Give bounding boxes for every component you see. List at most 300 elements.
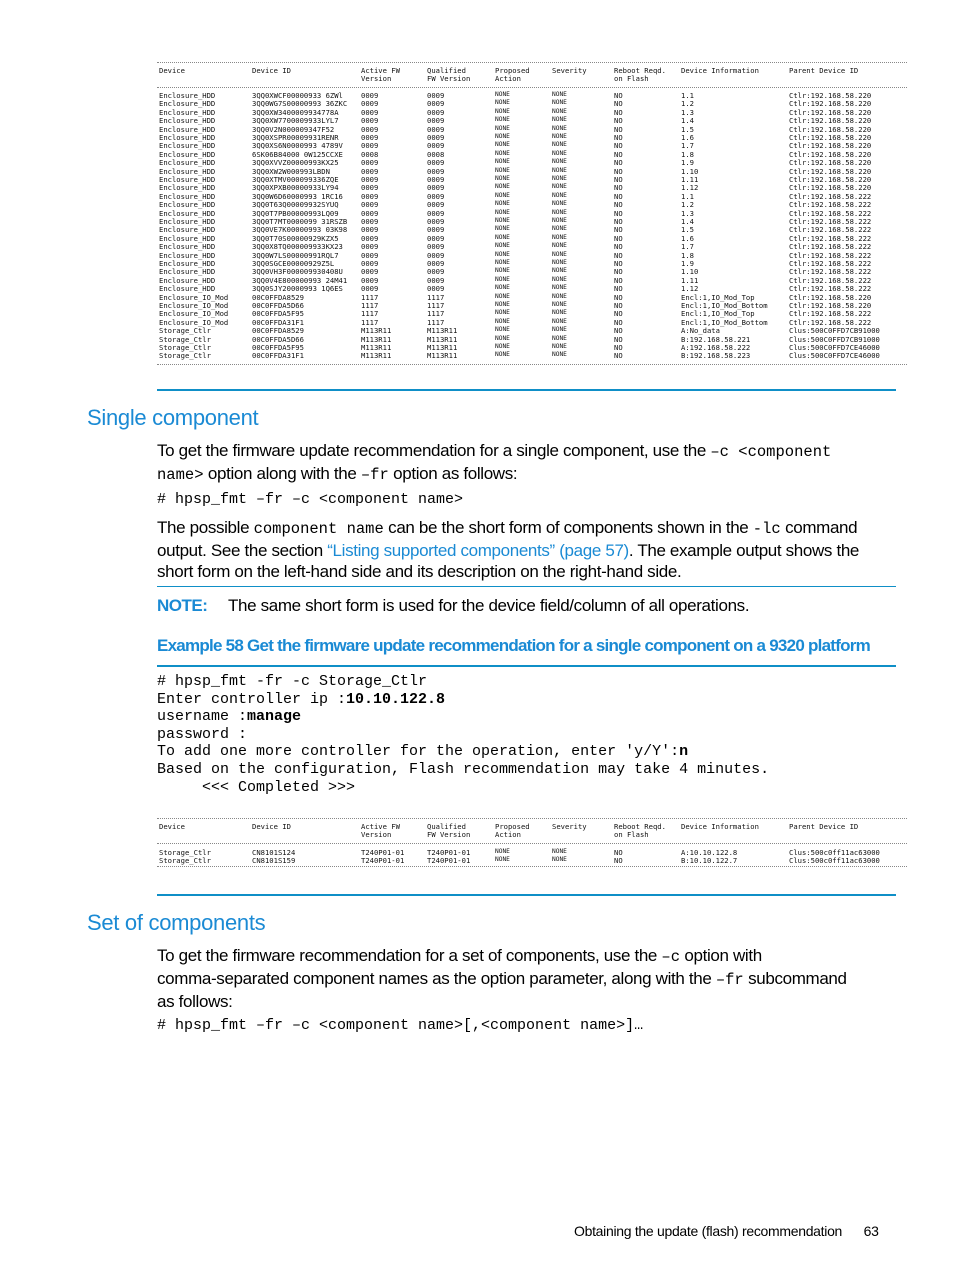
table1-cell: Ctlr:192.168.58.222 xyxy=(789,250,872,260)
table1-row xyxy=(159,276,907,284)
table1-cell: Enclosure_HDD xyxy=(159,124,216,134)
table1-cell: 1.3 xyxy=(681,208,694,218)
table1-cell: NONE xyxy=(495,99,510,107)
table2-bottom-divider xyxy=(157,866,907,867)
table1-cell: Ctlr:192.168.58.220 xyxy=(789,301,872,310)
table1-cell: 0009 xyxy=(361,99,379,109)
table1-cell: Clus:500C0FFD7CE46000 xyxy=(789,351,880,361)
table1-cell: NONE xyxy=(552,158,567,166)
table1-cell: Ctlr:192.168.58.222 xyxy=(789,275,872,285)
table1-cell: 3QQ0VE7K00000993 03K98 xyxy=(252,225,348,235)
table1-cell: NONE xyxy=(495,351,510,359)
table1-cell: NO xyxy=(614,217,623,226)
table2-cell: A:10.10.122.8 xyxy=(681,848,738,857)
table1-cell: Storage_Ctlr xyxy=(159,351,211,361)
table1-cell: Ctlr:192.168.58.220 xyxy=(789,149,872,159)
table1-cell: NONE xyxy=(495,309,510,317)
table1-cell: NO xyxy=(614,124,623,134)
table1-cell: 3QQ0XS6N0000993 4789V xyxy=(252,141,343,151)
table1-cell: 1117 xyxy=(427,301,445,310)
table1-cell: Enclosure_HDD xyxy=(159,275,216,285)
table1-cell: NONE xyxy=(495,175,510,182)
note-label: NOTE: xyxy=(157,596,208,615)
table1-cell: 0009 xyxy=(361,225,379,235)
section2-command: # hpsp_fmt –fr –c <component name>[,<component name>]… xyxy=(157,1017,644,1034)
table1-cell: 6SK06B84000 0W125CCXE xyxy=(252,149,343,159)
table1-row xyxy=(159,343,907,351)
table1-row xyxy=(159,217,907,225)
table1-cell: 3QQ0V2N000009347F52 xyxy=(252,124,335,134)
table1-cell: NONE xyxy=(495,116,510,124)
table1-cell: 0009 xyxy=(427,99,445,109)
table1-cell: Ctlr:192.168.58.220 xyxy=(789,133,872,142)
table2-cell: T240P01-01 xyxy=(361,848,405,857)
table1-cell: NONE xyxy=(552,149,567,157)
example-line: username :manage xyxy=(157,708,302,726)
table1-cell: Enclosure_IO_Mod xyxy=(159,317,229,327)
table1-cell: Enclosure_HDD xyxy=(159,91,216,100)
table1-cell: Ctlr:192.168.58.222 xyxy=(789,267,872,277)
table1-cell: B:192.168.58.223 xyxy=(681,351,751,361)
table1-cell: NONE xyxy=(552,343,567,350)
table1-cell: 1.4 xyxy=(681,217,694,226)
table1-cell: Ctlr:192.168.58.222 xyxy=(789,217,872,226)
table2-cell: Storage_Ctlr xyxy=(159,848,211,857)
table1-cell: 3QQ0SGCE00000929Z5L xyxy=(252,259,335,268)
table1-cell: Clus:500C0FFD7CE46000 xyxy=(789,343,880,352)
table1-cell: NONE xyxy=(552,91,567,98)
table1-cell: NONE xyxy=(495,301,510,308)
table1-cell: Ctlr:192.168.58.220 xyxy=(789,158,872,168)
table2-header-col-6: Reboot Reqd. on Flash xyxy=(614,822,666,839)
section2-paragraph: To get the firmware recommendation for a set of components, use the –c option with comma-separated component names as the option parameter, along with the –fr subcommand as follows: xyxy=(157,946,847,1011)
table1-row xyxy=(159,267,907,275)
table1-cell: 00C0FFDA5F95 xyxy=(252,343,304,352)
table1-cell: NONE xyxy=(552,175,567,182)
note-top-rule xyxy=(157,586,896,587)
table1-cell: M113R11 xyxy=(427,351,458,361)
table1-cell: Clus:500C0FFD7CB91000 xyxy=(789,334,880,344)
table1-cell: 3QQ0T63Q00009932SYUQ xyxy=(252,200,339,210)
table1-cell: NONE xyxy=(552,183,567,191)
table1-cell: 0008 xyxy=(427,149,445,159)
table1-cell: 3QQ0W6D60000993 1RC16 xyxy=(252,191,343,201)
table1-cell: 0009 xyxy=(361,233,379,243)
table1-cell: NO xyxy=(614,259,623,268)
table1-cell: NONE xyxy=(552,124,567,132)
table1-cell: 3QQ0WG7S00000993 36ZKC xyxy=(252,99,348,109)
table1-cell: 0009 xyxy=(427,183,445,193)
table1-cell: NONE xyxy=(552,259,567,266)
table1-cell: 0009 xyxy=(361,275,379,285)
table1-cell: 0009 xyxy=(361,284,379,294)
table1-cell: NONE xyxy=(495,166,510,174)
table1-cell: NO xyxy=(614,99,623,109)
table1-cell: 1.12 xyxy=(681,284,699,294)
note xyxy=(157,595,902,616)
table1-row xyxy=(159,351,907,359)
table1-row xyxy=(159,192,907,200)
table1-row xyxy=(159,225,907,233)
table1-cell: 0009 xyxy=(427,141,445,151)
table1-cell: NONE xyxy=(495,326,510,334)
table1-cell: NONE xyxy=(495,259,510,266)
example-line: To add one more controller for the operation, enter 'y/Y':n xyxy=(157,743,689,761)
table1-cell: Enclosure_HDD xyxy=(159,99,216,109)
table1-cell: NONE xyxy=(495,158,510,166)
table1-cell: Ctlr:192.168.58.220 xyxy=(789,141,872,151)
table1-cell: NONE xyxy=(552,107,567,115)
table1-cell: 0009 xyxy=(361,183,379,193)
table1-cell: Ctlr:192.168.58.220 xyxy=(789,124,872,134)
table1-cell: A:192.168.58.222 xyxy=(681,343,751,352)
table1-cell: Ctlr:192.168.58.220 xyxy=(789,292,872,302)
table1-cell: 0009 xyxy=(427,267,445,277)
table1-cell: NONE xyxy=(552,242,567,250)
table1 xyxy=(159,66,907,366)
table1-cell: Ctlr:192.168.58.222 xyxy=(789,309,872,319)
table1-cell: NONE xyxy=(495,91,510,98)
table1-cell: NONE xyxy=(495,267,510,275)
table1-cell: 0009 xyxy=(427,284,445,294)
table1-cell: NONE xyxy=(495,284,510,292)
table1-cell: NONE xyxy=(552,326,567,334)
table2-cell: CN8101S159 xyxy=(252,856,296,866)
table1-cell: Ctlr:192.168.58.220 xyxy=(789,91,872,100)
section-title-set-of-components: Set of components xyxy=(87,910,266,935)
table1-cell: Ctlr:192.168.58.222 xyxy=(789,208,872,218)
table1-cell: 0009 xyxy=(427,175,445,184)
table1-cell: 1117 xyxy=(361,301,379,310)
table2-cell: Clus:500c0ff11ac63000 xyxy=(789,856,880,866)
table1-cell: NO xyxy=(614,233,623,243)
table1-cell: NO xyxy=(614,166,623,176)
table1-cell: Ctlr:192.168.58.222 xyxy=(789,191,872,201)
table2-cell: CN8101S124 xyxy=(252,848,296,857)
table1-cell: M113R11 xyxy=(427,343,458,352)
section1-paragraph1: To get the firmware update recommendation for a single component, use the –c <component name> option along with the –fr option as follows: xyxy=(157,441,832,484)
table1-cell: 1.5 xyxy=(681,225,694,235)
table1-row xyxy=(159,183,907,191)
table1-cell: Enclosure_HDD xyxy=(159,191,216,201)
table1-cell: NONE xyxy=(495,334,510,342)
table1-cell: A:No_data xyxy=(681,326,720,336)
table1-cell: 1.6 xyxy=(681,133,694,142)
table1-row xyxy=(159,125,907,133)
table2-row xyxy=(159,848,907,856)
table1-cell: Ctlr:192.168.58.220 xyxy=(789,175,872,184)
table1-cell: Enclosure_IO_Mod xyxy=(159,309,229,319)
table1-cell: 3QQ0XWCF00000933 6ZWl xyxy=(252,91,343,100)
table1-cell: NONE xyxy=(552,267,567,275)
table1-cell: NO xyxy=(614,191,623,201)
table1-cell: NONE xyxy=(552,309,567,317)
table1-cell: 0009 xyxy=(427,225,445,235)
footer-title: Obtaining the update (flash) recommendation xyxy=(574,1223,843,1239)
table1-cell: Encl:1,IO_Mod_Bottom xyxy=(681,301,768,310)
table1-cell: Enclosure_HDD xyxy=(159,200,216,210)
table1-row xyxy=(159,150,907,158)
table1-cell: 1.11 xyxy=(681,275,699,285)
table1-cell: NONE xyxy=(552,191,567,199)
table2-header-col-3: Qualified FW Version xyxy=(427,822,471,839)
table2-header-col-0: Device xyxy=(159,822,185,831)
table1-row xyxy=(159,251,907,259)
table1-header-col-0: Device xyxy=(159,66,185,75)
table1-cell: Enclosure_IO_Mod xyxy=(159,301,229,310)
table1-cell: M113R11 xyxy=(361,326,392,336)
table1-row xyxy=(159,175,907,183)
table1-cell: NONE xyxy=(552,116,567,124)
table1-cell: 0009 xyxy=(427,191,445,201)
table1-cell: 0009 xyxy=(361,217,379,226)
table1-cell: 0009 xyxy=(361,133,379,142)
table1-cell: Enclosure_HDD xyxy=(159,133,216,142)
table1-cell: NONE xyxy=(552,225,567,233)
table1-cell: NONE xyxy=(552,351,567,359)
table2-cell: T240P01-01 xyxy=(427,856,471,866)
table1-cell: NO xyxy=(614,284,623,294)
table1-cell: NO xyxy=(614,141,623,151)
table1-cell: NONE xyxy=(552,334,567,342)
table1-cell: 1117 xyxy=(427,292,445,302)
table1-cell: 0009 xyxy=(361,259,379,268)
table1-cell: NONE xyxy=(552,250,567,258)
table1-cell: 0009 xyxy=(427,242,445,252)
table1-cell: 0009 xyxy=(361,242,379,252)
table1-cell: 1.7 xyxy=(681,141,694,151)
table1-row xyxy=(159,133,907,141)
table1-cell: NO xyxy=(614,208,623,218)
table1-cell: NO xyxy=(614,242,623,252)
table2-header-divider xyxy=(157,843,907,844)
footer xyxy=(574,1223,879,1239)
example-line: Based on the configuration, Flash recommendation may take 4 minutes. xyxy=(157,760,770,778)
table1-row xyxy=(159,158,907,166)
example-rule xyxy=(157,665,896,667)
table1-cell: Enclosure_HDD xyxy=(159,208,216,218)
table2-top-divider xyxy=(157,818,907,819)
example-line: <<< Completed >>> xyxy=(157,778,356,796)
table1-cell: 0009 xyxy=(427,200,445,210)
example-code-block xyxy=(157,673,769,796)
table1-cell: Enclosure_HDD xyxy=(159,267,216,277)
table1-cell: Enclosure_HDD xyxy=(159,116,216,126)
table1-cell: M113R11 xyxy=(361,334,392,344)
table1-cell: NO xyxy=(614,149,623,159)
table1-cell: 3QQ0VH3F000009930408U xyxy=(252,267,343,277)
page-number: 63 xyxy=(863,1223,879,1239)
table1-header-col-8: Parent Device ID xyxy=(789,66,859,75)
table1-cell: NO xyxy=(614,334,623,344)
table1-cell: NONE xyxy=(495,233,510,241)
table1-cell: 1.10 xyxy=(681,166,699,176)
table1-cell: 1.8 xyxy=(681,149,694,159)
table1-cell: NO xyxy=(614,301,623,310)
table2-cell: Clus:500c0ff11ac63000 xyxy=(789,848,880,857)
table1-cell: 3QQ0SJY20000993 1Q6ES xyxy=(252,284,343,294)
table1-cell: Encl:1,IO_Mod_Bottom xyxy=(681,317,768,327)
table1-cell: 1.9 xyxy=(681,158,694,168)
table1-cell: NO xyxy=(614,317,623,327)
table1-cell: NO xyxy=(614,292,623,302)
table1-cell: Ctlr:192.168.58.220 xyxy=(789,166,872,176)
table1-cell: Ctlr:192.168.58.220 xyxy=(789,107,872,117)
table1-cell: NONE xyxy=(552,275,567,283)
section-rule-1 xyxy=(157,389,896,391)
table1-cell: 3QQ0XPXB00000933LY94 xyxy=(252,183,339,193)
table1-cell: 1.4 xyxy=(681,116,694,126)
example-line: Enter controller ip :10.10.122.8 xyxy=(157,690,446,708)
table1-row xyxy=(159,293,907,301)
table1-cell: 1.8 xyxy=(681,250,694,260)
table1-cell: 1.10 xyxy=(681,267,699,277)
table2-cell: NO xyxy=(614,856,623,866)
table1-cell: NO xyxy=(614,250,623,260)
table1-cell: 0009 xyxy=(361,107,379,117)
table1-row xyxy=(159,141,907,149)
table1-cell: 0009 xyxy=(361,267,379,277)
table1-cell: NONE xyxy=(552,233,567,241)
table1-cell: 0009 xyxy=(427,107,445,117)
table1-cell: 0009 xyxy=(427,233,445,243)
table1-cell: M113R11 xyxy=(361,343,392,352)
table1-cell: NONE xyxy=(495,343,510,350)
table1-cell: Encl:1,IO_Mod_Top xyxy=(681,309,755,319)
table2-cell: B:10.10.122.7 xyxy=(681,856,738,866)
table1-cell: M113R11 xyxy=(361,351,392,361)
table1-cell: 0009 xyxy=(427,158,445,168)
table1-cell: NO xyxy=(614,275,623,285)
table1-cell: NO xyxy=(614,183,623,193)
table2-header-col-2: Active FW Version xyxy=(361,822,400,839)
table1-cell: Enclosure_HDD xyxy=(159,225,216,235)
listing-supported-components-link[interactable]: “Listing supported components” (page 57) xyxy=(327,541,629,560)
table1-cell: Enclosure_HDD xyxy=(159,175,216,184)
table1-cell: Enclosure_HDD xyxy=(159,149,216,159)
table2-cell: NONE xyxy=(495,848,510,855)
table1-cell: 1117 xyxy=(427,317,445,327)
table1-cell: NONE xyxy=(495,141,510,149)
table1-cell: NONE xyxy=(552,200,567,208)
table2-cell: T240P01-01 xyxy=(427,848,471,857)
table1-row xyxy=(159,116,907,124)
table1-cell: NONE xyxy=(495,107,510,115)
table1-cell: NO xyxy=(614,116,623,126)
section1-paragraph2: The possible component name can be the short form of components shown in the -lc command output. See the section “Listing supported components” (page 57). The example output shows the short form on the left-hand side and its description on the right-hand side. xyxy=(157,518,860,581)
table1-cell: Ctlr:192.168.58.222 xyxy=(789,242,872,252)
table1-row xyxy=(159,326,907,334)
section-title-single-component: Single component xyxy=(87,405,259,430)
note-text: The same short form is used for the device field/column of all operations. xyxy=(228,596,750,615)
table1-cell: NO xyxy=(614,267,623,277)
table1-cell: NO xyxy=(614,225,623,235)
table1-cell: 3QQ0X8TQ000009933KX23 xyxy=(252,242,343,252)
table1-cell: 0009 xyxy=(427,217,445,226)
example-line: password : xyxy=(157,725,248,743)
table1-cell: Ctlr:192.168.58.222 xyxy=(789,225,872,235)
table1-cell: 3QQ0XTMV000099336ZQE xyxy=(252,175,339,184)
table1-cell: M113R11 xyxy=(427,326,458,336)
table1-header-col-5: Severity xyxy=(552,66,587,75)
table1-cell: 0009 xyxy=(361,250,379,260)
table1-cell: 0009 xyxy=(427,208,445,218)
table1-cell: 0009 xyxy=(361,124,379,134)
table1-cell: Ctlr:192.168.58.220 xyxy=(789,183,872,193)
table1-cell: NO xyxy=(614,107,623,117)
table1-cell: 0009 xyxy=(361,91,379,100)
table1-header-col-2: Active FW Version xyxy=(361,66,400,83)
section1-command: # hpsp_fmt –fr –c <component name> xyxy=(157,491,464,508)
table1-cell: NONE xyxy=(495,124,510,132)
table1-cell: Enclosure_HDD xyxy=(159,141,216,151)
table1-cell: NO xyxy=(614,175,623,184)
table1-cell: Enclosure_HDD xyxy=(159,284,216,294)
table1-row xyxy=(159,335,907,343)
table1-row xyxy=(159,209,907,217)
table2-row xyxy=(159,856,907,864)
table1-cell: B:192.168.58.221 xyxy=(681,334,751,344)
table1-cell: NONE xyxy=(495,200,510,208)
table1-cell: 1.2 xyxy=(681,200,694,210)
table1-cell: 0009 xyxy=(361,191,379,201)
table1-cell: 0009 xyxy=(427,91,445,100)
table1-header-col-4: Proposed Action xyxy=(495,66,530,83)
table1-cell: 3QQ0XSPR00009931RENR xyxy=(252,133,339,142)
table1-cell: Clus:500C0FFD7CB91000 xyxy=(789,326,880,336)
table1-cell: NONE xyxy=(495,208,510,216)
table1-cell: NO xyxy=(614,200,623,210)
table1-cell: Enclosure_HDD xyxy=(159,183,216,193)
table1-cell: 00C0FFDA31F1 xyxy=(252,317,304,327)
table1-row xyxy=(159,318,907,326)
table1-cell: 1.3 xyxy=(681,107,694,117)
table2-header-col-8: Parent Device ID xyxy=(789,822,859,831)
table1-cell: 3QQ0W7LS00000991RQL7 xyxy=(252,250,339,260)
table1-cell: NONE xyxy=(495,242,510,250)
table1-cell: 0009 xyxy=(427,250,445,260)
table1-cell: NONE xyxy=(495,133,510,140)
table1-cell: NONE xyxy=(552,301,567,308)
table1-cell: Ctlr:192.168.58.222 xyxy=(789,200,872,210)
table1-cell: 1.7 xyxy=(681,242,694,252)
table1-cell: NONE xyxy=(552,133,567,140)
table1-header-divider xyxy=(157,87,907,88)
table2-cell: T240P01-01 xyxy=(361,856,405,866)
table1-cell: NONE xyxy=(495,250,510,258)
table1-cell: 1117 xyxy=(361,317,379,327)
table1-header-col-1: Device ID xyxy=(252,66,291,75)
table1-header-col-6: Reboot Reqd. on Flash xyxy=(614,66,666,83)
table1-cell: Enclosure_HDD xyxy=(159,250,216,260)
table1-row xyxy=(159,242,907,250)
table1-top-divider xyxy=(157,62,907,63)
table1-row xyxy=(159,99,907,107)
table1-cell: 0009 xyxy=(427,166,445,176)
table2-cell: NONE xyxy=(552,848,567,855)
table2-cell: NONE xyxy=(552,856,567,864)
table1-cell: 0009 xyxy=(361,166,379,176)
table2-cell: NONE xyxy=(495,856,510,864)
table1-cell: Ctlr:192.168.58.220 xyxy=(789,99,872,109)
table1-cell: 3QQ0T7MT0000099 31RSZB xyxy=(252,217,348,226)
table1-cell: NONE xyxy=(495,149,510,157)
table1-cell: 1.1 xyxy=(681,91,694,100)
table2-header-col-5: Severity xyxy=(552,822,587,831)
table1-cell: NO xyxy=(614,343,623,352)
table1-cell: Ctlr:192.168.58.222 xyxy=(789,259,872,268)
table1-cell: Storage_Ctlr xyxy=(159,343,211,352)
